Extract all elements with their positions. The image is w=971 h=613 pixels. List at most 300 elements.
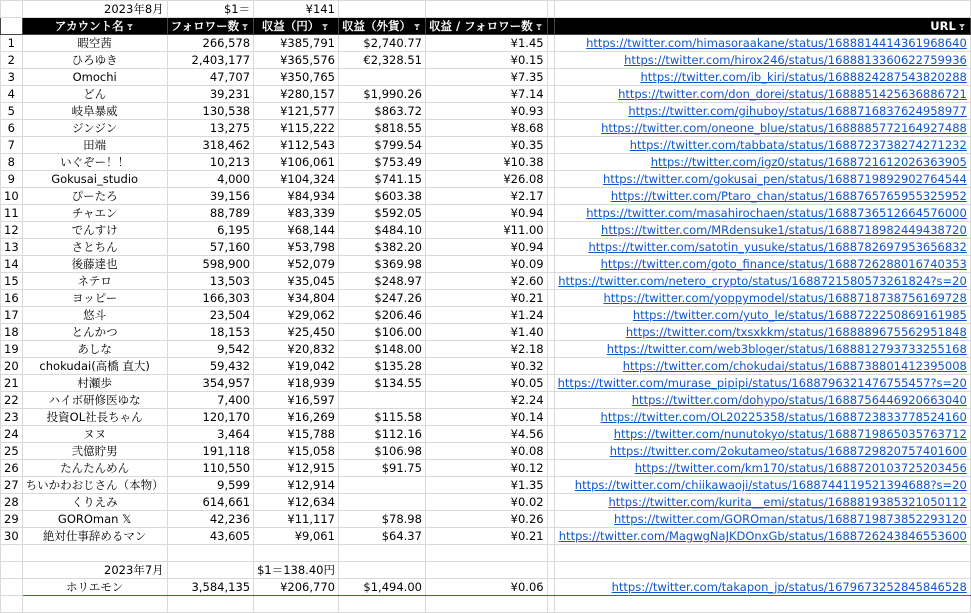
account-name-cell[interactable]: 弐億貯男 — [22, 443, 167, 460]
revenue-fx-cell[interactable]: €2,328.51 — [338, 52, 425, 69]
row-number[interactable] — [1, 579, 23, 596]
followers-cell[interactable]: 9,542 — [167, 341, 253, 358]
row-number[interactable]: 10 — [1, 188, 23, 205]
account-name-cell[interactable]: 田端 — [22, 137, 167, 154]
header-revenue-jpy[interactable] — [254, 18, 339, 35]
url-cell[interactable] — [554, 239, 970, 256]
filter-icon[interactable] — [241, 22, 250, 31]
tweet-link[interactable]: https://twitter.com/masahirochaen/status/1688736512664576000 — [586, 206, 967, 220]
empty-cell[interactable] — [425, 562, 547, 579]
tweet-link[interactable]: https://twitter.com/ib_kiri/status/1688824287543820288 — [640, 70, 967, 84]
account-name-cell[interactable]: いぐぞー！！ — [22, 154, 167, 171]
revenue-fx-cell[interactable]: $753.49 — [338, 154, 425, 171]
account-name-cell[interactable]: ちいかわおじさん（本物） — [22, 477, 167, 494]
row-number[interactable]: 7 — [1, 137, 23, 154]
followers-cell[interactable]: 166,303 — [167, 290, 253, 307]
url-cell[interactable] — [554, 528, 970, 545]
account-name-cell[interactable]: ホリエモン — [22, 579, 167, 596]
account-name-cell[interactable]: ネテロ — [22, 273, 167, 290]
tweet-link[interactable]: https://twitter.com/nunutokyo/status/1688719865035763712 — [613, 427, 967, 441]
empty-cell[interactable] — [22, 596, 167, 613]
revenue-fx-cell[interactable]: $135.28 — [338, 358, 425, 375]
per-follower-cell[interactable]: ¥0.21 — [425, 528, 547, 545]
revenue-fx-cell[interactable]: $863.72 — [338, 103, 425, 120]
row-number[interactable]: 28 — [1, 494, 23, 511]
row-number[interactable]: 15 — [1, 273, 23, 290]
followers-cell[interactable]: 42,236 — [167, 511, 253, 528]
revenue-jpy-cell[interactable]: ¥16,597 — [254, 392, 339, 409]
july-rate-cell[interactable]: $1＝138.40円 — [254, 562, 339, 579]
per-follower-cell[interactable]: ¥0.94 — [425, 239, 547, 256]
empty-cell[interactable] — [425, 596, 547, 613]
revenue-jpy-cell[interactable]: ¥112,543 — [254, 137, 339, 154]
revenue-jpy-cell[interactable]: ¥350,765 — [254, 69, 339, 86]
url-cell[interactable] — [554, 273, 970, 290]
filter-icon[interactable] — [535, 22, 544, 31]
revenue-fx-cell[interactable]: $592.05 — [338, 205, 425, 222]
row-number[interactable]: 1 — [1, 35, 23, 52]
per-follower-cell[interactable]: ¥1.35 — [425, 477, 547, 494]
followers-cell[interactable]: 120,170 — [167, 409, 253, 426]
account-name-cell[interactable]: とんかつ — [22, 324, 167, 341]
empty-cell[interactable] — [554, 545, 970, 562]
empty-cell[interactable] — [547, 392, 554, 409]
url-cell[interactable] — [554, 86, 970, 103]
account-name-cell[interactable]: 悠斗 — [22, 307, 167, 324]
empty-cell[interactable] — [547, 511, 554, 528]
revenue-fx-cell[interactable]: $248.97 — [338, 273, 425, 290]
followers-cell[interactable]: 59,432 — [167, 358, 253, 375]
revenue-jpy-cell[interactable]: ¥115,222 — [254, 120, 339, 137]
header-per-follower[interactable] — [425, 18, 547, 35]
empty-cell[interactable] — [547, 1, 554, 18]
tweet-link[interactable]: https://twitter.com/yoppymodel/status/1688718738756169728 — [603, 291, 967, 305]
per-follower-cell[interactable]: ¥0.93 — [425, 103, 547, 120]
empty-cell[interactable] — [547, 358, 554, 375]
row-number[interactable] — [1, 545, 23, 562]
account-name-cell[interactable]: たんたんめん — [22, 460, 167, 477]
revenue-fx-cell[interactable]: $78.98 — [338, 511, 425, 528]
revenue-fx-cell[interactable]: $206.46 — [338, 307, 425, 324]
followers-cell[interactable]: 3,584,135 — [167, 579, 253, 596]
empty-cell[interactable] — [547, 35, 554, 52]
url-cell[interactable] — [554, 222, 970, 239]
row-number[interactable]: 2 — [1, 52, 23, 69]
empty-cell[interactable] — [547, 579, 554, 596]
account-name-cell[interactable]: さとちん — [22, 239, 167, 256]
empty-cell[interactable] — [547, 341, 554, 358]
empty-cell[interactable] — [254, 545, 339, 562]
account-name-cell[interactable]: 投資OL社長ちゃん — [22, 409, 167, 426]
followers-cell[interactable]: 3,464 — [167, 426, 253, 443]
followers-cell[interactable]: 130,538 — [167, 103, 253, 120]
per-follower-cell[interactable]: ¥0.94 — [425, 205, 547, 222]
revenue-jpy-cell[interactable]: ¥121,577 — [254, 103, 339, 120]
empty-cell[interactable] — [547, 562, 554, 579]
revenue-fx-cell[interactable]: $115.58 — [338, 409, 425, 426]
per-follower-cell[interactable]: ¥0.12 — [425, 460, 547, 477]
revenue-jpy-cell[interactable]: ¥12,634 — [254, 494, 339, 511]
row-number[interactable]: 16 — [1, 290, 23, 307]
empty-cell[interactable] — [338, 562, 425, 579]
revenue-jpy-cell[interactable]: ¥106,061 — [254, 154, 339, 171]
tweet-link[interactable]: https://twitter.com/oneone_blue/status/1688885772164927488 — [601, 121, 967, 135]
tweet-link[interactable]: https://twitter.com/MRdensuke1/status/1688718982449438720 — [601, 223, 967, 237]
empty-cell[interactable] — [547, 477, 554, 494]
account-name-cell[interactable]: chokudai(高橋 直大) — [22, 358, 167, 375]
tweet-link[interactable]: https://twitter.com/goto_finance/status/1688726288016740353 — [600, 257, 967, 271]
tweet-link[interactable]: https://twitter.com/Ptaro_chan/status/1688765765955325952 — [610, 189, 967, 203]
followers-cell[interactable]: 318,462 — [167, 137, 253, 154]
empty-cell[interactable] — [547, 137, 554, 154]
empty-cell[interactable] — [547, 154, 554, 171]
account-name-cell[interactable]: くりえみ — [22, 494, 167, 511]
followers-cell[interactable]: 9,599 — [167, 477, 253, 494]
row-number[interactable]: 3 — [1, 69, 23, 86]
followers-cell[interactable]: 598,900 — [167, 256, 253, 273]
account-name-cell[interactable]: Omochi — [22, 69, 167, 86]
empty-cell[interactable] — [22, 545, 167, 562]
revenue-jpy-cell[interactable]: ¥84,934 — [254, 188, 339, 205]
empty-cell[interactable] — [547, 103, 554, 120]
row-number[interactable]: 9 — [1, 171, 23, 188]
row-number[interactable]: 27 — [1, 477, 23, 494]
empty-cell[interactable] — [547, 528, 554, 545]
account-name-cell[interactable]: ヨッピー — [22, 290, 167, 307]
account-name-cell[interactable]: 後藤達也 — [22, 256, 167, 273]
account-name-cell[interactable]: GOROman 𝕏 — [22, 511, 167, 528]
account-name-cell[interactable]: ひろゆき — [22, 52, 167, 69]
url-cell[interactable] — [554, 35, 970, 52]
revenue-fx-cell[interactable]: $799.54 — [338, 137, 425, 154]
tweet-link[interactable]: https://twitter.com/dohypo/status/1688756446920663040 — [631, 393, 967, 407]
empty-cell[interactable] — [254, 596, 339, 613]
empty-cell[interactable] — [554, 562, 970, 579]
per-follower-cell[interactable]: ¥2.60 — [425, 273, 547, 290]
revenue-fx-cell[interactable] — [338, 392, 425, 409]
per-follower-cell[interactable]: ¥0.02 — [425, 494, 547, 511]
tweet-link[interactable]: https://twitter.com/netero_crypto/status/1688721580573261824?s=20 — [558, 274, 967, 288]
header-revenue-fx[interactable] — [338, 18, 425, 35]
followers-cell[interactable]: 39,231 — [167, 86, 253, 103]
revenue-jpy-cell[interactable]: ¥12,915 — [254, 460, 339, 477]
row-number[interactable] — [1, 562, 23, 579]
revenue-jpy-cell[interactable]: ¥11,117 — [254, 511, 339, 528]
filter-icon[interactable] — [321, 22, 330, 31]
tweet-link[interactable]: https://twitter.com/OL20225358/status/1688723833778524160 — [600, 410, 967, 424]
account-name-cell[interactable]: 岐阜暴威 — [22, 103, 167, 120]
revenue-fx-cell[interactable]: $1,494.00 — [338, 579, 425, 596]
tweet-link[interactable]: https://twitter.com/kurita__emi/status/1688819385321050112 — [608, 495, 967, 509]
account-name-cell[interactable]: 絶対仕事辞めるマン — [22, 528, 167, 545]
revenue-jpy-cell[interactable]: ¥280,157 — [254, 86, 339, 103]
empty-cell[interactable] — [167, 562, 253, 579]
revenue-jpy-cell[interactable]: ¥35,045 — [254, 273, 339, 290]
url-cell[interactable] — [554, 460, 970, 477]
followers-cell[interactable]: 191,118 — [167, 443, 253, 460]
url-cell[interactable] — [554, 494, 970, 511]
followers-cell[interactable]: 23,504 — [167, 307, 253, 324]
tweet-link[interactable]: https://twitter.com/igz0/status/1688721612026363905 — [650, 155, 967, 169]
url-cell[interactable] — [554, 477, 970, 494]
url-cell[interactable] — [554, 511, 970, 528]
row-number[interactable]: 11 — [1, 205, 23, 222]
empty-cell[interactable] — [547, 239, 554, 256]
per-follower-cell[interactable]: ¥0.06 — [425, 579, 547, 596]
filter-icon[interactable] — [958, 22, 967, 31]
empty-cell[interactable] — [425, 1, 547, 18]
revenue-fx-cell[interactable]: $134.55 — [338, 375, 425, 392]
per-follower-cell[interactable]: ¥26.08 — [425, 171, 547, 188]
month-cell[interactable]: 2023年8月 — [22, 1, 167, 18]
header-followers[interactable] — [167, 18, 253, 35]
per-follower-cell[interactable]: ¥7.35 — [425, 69, 547, 86]
row-number[interactable]: 5 — [1, 103, 23, 120]
per-follower-cell[interactable]: ¥1.24 — [425, 307, 547, 324]
revenue-fx-cell[interactable]: $741.15 — [338, 171, 425, 188]
row-number[interactable]: 21 — [1, 375, 23, 392]
followers-cell[interactable]: 6,195 — [167, 222, 253, 239]
tweet-link[interactable]: https://twitter.com/gokusai_pen/status/1688719892902764544 — [602, 172, 967, 186]
revenue-jpy-cell[interactable]: ¥83,339 — [254, 205, 339, 222]
empty-cell[interactable] — [547, 86, 554, 103]
revenue-fx-cell[interactable]: $382.20 — [338, 239, 425, 256]
empty-cell[interactable] — [547, 460, 554, 477]
row-number[interactable]: 20 — [1, 358, 23, 375]
revenue-fx-cell[interactable]: $64.37 — [338, 528, 425, 545]
row-number[interactable]: 6 — [1, 120, 23, 137]
followers-cell[interactable]: 39,156 — [167, 188, 253, 205]
row-number[interactable]: 17 — [1, 307, 23, 324]
revenue-jpy-cell[interactable]: ¥104,324 — [254, 171, 339, 188]
empty-cell[interactable] — [547, 52, 554, 69]
rate-label-cell[interactable]: $1＝ — [167, 1, 253, 18]
empty-cell[interactable] — [167, 596, 253, 613]
revenue-jpy-cell[interactable]: ¥18,939 — [254, 375, 339, 392]
per-follower-cell[interactable]: ¥0.26 — [425, 511, 547, 528]
revenue-jpy-cell[interactable]: ¥365,576 — [254, 52, 339, 69]
per-follower-cell[interactable]: ¥0.14 — [425, 409, 547, 426]
empty-cell[interactable] — [547, 171, 554, 188]
url-cell[interactable] — [554, 290, 970, 307]
per-follower-cell[interactable]: ¥0.32 — [425, 358, 547, 375]
header-url[interactable] — [554, 18, 970, 35]
followers-cell[interactable]: 4,000 — [167, 171, 253, 188]
revenue-jpy-cell[interactable]: ¥53,798 — [254, 239, 339, 256]
row-number[interactable]: 25 — [1, 443, 23, 460]
empty-cell[interactable] — [547, 290, 554, 307]
url-cell[interactable] — [554, 103, 970, 120]
revenue-fx-cell[interactable]: $484.10 — [338, 222, 425, 239]
per-follower-cell[interactable]: ¥1.40 — [425, 324, 547, 341]
url-cell[interactable] — [554, 579, 970, 596]
tweet-link[interactable]: https://twitter.com/GOROman/status/1688719873852293120 — [613, 512, 967, 526]
per-follower-cell[interactable]: ¥11.00 — [425, 222, 547, 239]
per-follower-cell[interactable]: ¥2.17 — [425, 188, 547, 205]
followers-cell[interactable]: 47,707 — [167, 69, 253, 86]
empty-cell[interactable] — [167, 545, 253, 562]
tweet-link[interactable]: https://twitter.com/chiikawaoji/status/1688744119521394688?s=20 — [574, 478, 967, 492]
account-name-cell[interactable]: ヌヌ — [22, 426, 167, 443]
empty-cell[interactable] — [547, 256, 554, 273]
row-number[interactable] — [1, 1, 23, 18]
empty-cell[interactable] — [547, 222, 554, 239]
tweet-link[interactable]: https://twitter.com/takapon_jp/status/1679673252845846528 — [611, 580, 967, 594]
account-name-cell[interactable]: ジンジン — [22, 120, 167, 137]
url-cell[interactable] — [554, 443, 970, 460]
per-follower-cell[interactable]: ¥2.18 — [425, 341, 547, 358]
url-cell[interactable] — [554, 426, 970, 443]
tweet-link[interactable]: https://twitter.com/web3bloger/status/1688812793733255168 — [606, 342, 967, 356]
followers-cell[interactable]: 10,213 — [167, 154, 253, 171]
revenue-fx-cell[interactable]: $148.00 — [338, 341, 425, 358]
tweet-link[interactable]: https://twitter.com/don_dorei/status/1688851425636886721 — [618, 87, 967, 101]
revenue-fx-cell[interactable] — [338, 69, 425, 86]
empty-cell[interactable] — [547, 545, 554, 562]
account-name-cell[interactable]: あしな — [22, 341, 167, 358]
followers-cell[interactable]: 43,605 — [167, 528, 253, 545]
revenue-fx-cell[interactable]: $818.55 — [338, 120, 425, 137]
followers-cell[interactable]: 18,153 — [167, 324, 253, 341]
per-follower-cell[interactable]: ¥0.08 — [425, 443, 547, 460]
followers-cell[interactable]: 88,789 — [167, 205, 253, 222]
followers-cell[interactable]: 2,403,177 — [167, 52, 253, 69]
url-cell[interactable] — [554, 171, 970, 188]
empty-cell[interactable] — [547, 409, 554, 426]
per-follower-cell[interactable]: ¥0.21 — [425, 290, 547, 307]
revenue-fx-cell[interactable]: $106.00 — [338, 324, 425, 341]
row-number[interactable]: 18 — [1, 324, 23, 341]
revenue-fx-cell[interactable]: $112.16 — [338, 426, 425, 443]
revenue-fx-cell[interactable]: $106.98 — [338, 443, 425, 460]
row-number[interactable]: 22 — [1, 392, 23, 409]
url-cell[interactable] — [554, 307, 970, 324]
revenue-jpy-cell[interactable]: ¥19,042 — [254, 358, 339, 375]
revenue-jpy-cell[interactable]: ¥385,791 — [254, 35, 339, 52]
empty-cell[interactable] — [547, 120, 554, 137]
per-follower-cell[interactable]: ¥2.24 — [425, 392, 547, 409]
row-number[interactable] — [1, 18, 23, 35]
account-name-cell[interactable]: ハイボ研修医ゆな — [22, 392, 167, 409]
url-cell[interactable] — [554, 120, 970, 137]
empty-cell[interactable] — [547, 494, 554, 511]
row-number[interactable]: 23 — [1, 409, 23, 426]
tweet-link[interactable]: https://twitter.com/hirox246/status/1688813360622759936 — [624, 53, 967, 67]
account-name-cell[interactable]: チャエン — [22, 205, 167, 222]
tweet-link[interactable]: https://twitter.com/gihuboy/status/1688716837624958977 — [628, 104, 967, 118]
tweet-link[interactable]: https://twitter.com/km170/status/1688720103725203456 — [634, 461, 967, 475]
empty-cell[interactable] — [547, 307, 554, 324]
followers-cell[interactable]: 7,400 — [167, 392, 253, 409]
empty-cell[interactable] — [547, 426, 554, 443]
empty-cell[interactable] — [547, 69, 554, 86]
per-follower-cell[interactable]: ¥1.45 — [425, 35, 547, 52]
empty-cell[interactable] — [547, 375, 554, 392]
revenue-jpy-cell[interactable]: ¥12,914 — [254, 477, 339, 494]
row-number[interactable] — [1, 596, 23, 613]
tweet-link[interactable]: https://twitter.com/2okutameo/status/1688729820757401600 — [609, 444, 967, 458]
account-name-cell[interactable]: 村瀬歩 — [22, 375, 167, 392]
tweet-link[interactable]: https://twitter.com/satotin_yusuke/status/1688782697953656832 — [588, 240, 967, 254]
empty-cell[interactable] — [547, 188, 554, 205]
url-cell[interactable] — [554, 52, 970, 69]
url-cell[interactable] — [554, 256, 970, 273]
account-name-cell[interactable]: でんすけ — [22, 222, 167, 239]
filter-icon[interactable] — [126, 22, 135, 31]
revenue-jpy-cell[interactable]: ¥15,058 — [254, 443, 339, 460]
tweet-link[interactable]: https://twitter.com/yuto_le/status/1688722250869161985 — [632, 308, 967, 322]
row-number[interactable]: 14 — [1, 256, 23, 273]
account-name-cell[interactable]: どん — [22, 86, 167, 103]
revenue-jpy-cell[interactable]: ¥29,062 — [254, 307, 339, 324]
empty-cell[interactable] — [547, 324, 554, 341]
july-month-cell[interactable]: 2023年7月 — [22, 562, 167, 579]
revenue-jpy-cell[interactable]: ¥15,788 — [254, 426, 339, 443]
account-name-cell[interactable]: ぴーたろ — [22, 188, 167, 205]
url-cell[interactable] — [554, 188, 970, 205]
tweet-link[interactable]: https://twitter.com/MagwgNaJKDOnxGb/status/1688726243846553600 — [558, 529, 967, 543]
revenue-jpy-cell[interactable]: ¥9,061 — [254, 528, 339, 545]
followers-cell[interactable]: 266,578 — [167, 35, 253, 52]
tweet-link[interactable]: https://twitter.com/himasoraakane/status/1688814414361968640 — [586, 36, 967, 50]
filter-icon[interactable] — [413, 22, 422, 31]
rate-value-cell[interactable]: ¥141 — [254, 1, 339, 18]
revenue-fx-cell[interactable] — [338, 494, 425, 511]
row-number[interactable]: 26 — [1, 460, 23, 477]
account-name-cell[interactable]: 暇空茜 — [22, 35, 167, 52]
empty-cell[interactable] — [547, 596, 554, 613]
url-cell[interactable] — [554, 154, 970, 171]
row-number[interactable]: 19 — [1, 341, 23, 358]
followers-cell[interactable]: 354,957 — [167, 375, 253, 392]
empty-cell[interactable] — [425, 545, 547, 562]
row-number[interactable]: 29 — [1, 511, 23, 528]
row-number[interactable]: 12 — [1, 222, 23, 239]
per-follower-cell[interactable]: ¥4.56 — [425, 426, 547, 443]
revenue-fx-cell[interactable]: $247.26 — [338, 290, 425, 307]
account-name-cell[interactable]: Gokusai_studio — [22, 171, 167, 188]
followers-cell[interactable]: 57,160 — [167, 239, 253, 256]
revenue-jpy-cell[interactable]: ¥34,804 — [254, 290, 339, 307]
followers-cell[interactable]: 110,550 — [167, 460, 253, 477]
header-account[interactable] — [22, 18, 167, 35]
revenue-fx-cell[interactable] — [338, 477, 425, 494]
per-follower-cell[interactable]: ¥8.68 — [425, 120, 547, 137]
row-number[interactable]: 8 — [1, 154, 23, 171]
revenue-jpy-cell[interactable]: ¥25,450 — [254, 324, 339, 341]
per-follower-cell[interactable]: ¥10.38 — [425, 154, 547, 171]
url-cell[interactable] — [554, 409, 970, 426]
tweet-link[interactable]: https://twitter.com/txsxkkm/status/1688889675562951848 — [625, 325, 967, 339]
empty-cell[interactable] — [338, 545, 425, 562]
empty-cell[interactable] — [338, 596, 425, 613]
tweet-link[interactable]: https://twitter.com/tabbata/status/1688723738274271232 — [629, 138, 967, 152]
per-follower-cell[interactable]: ¥0.35 — [425, 137, 547, 154]
url-cell[interactable] — [554, 341, 970, 358]
url-cell[interactable] — [554, 137, 970, 154]
revenue-fx-cell[interactable]: $369.98 — [338, 256, 425, 273]
revenue-fx-cell[interactable]: $2,740.77 — [338, 35, 425, 52]
empty-cell[interactable] — [554, 596, 970, 613]
row-number[interactable]: 30 — [1, 528, 23, 545]
empty-cell[interactable] — [547, 273, 554, 290]
row-number[interactable]: 13 — [1, 239, 23, 256]
revenue-jpy-cell[interactable]: ¥52,079 — [254, 256, 339, 273]
url-cell[interactable] — [554, 375, 970, 392]
followers-cell[interactable]: 13,275 — [167, 120, 253, 137]
revenue-fx-cell[interactable]: $603.38 — [338, 188, 425, 205]
revenue-jpy-cell[interactable]: ¥16,269 — [254, 409, 339, 426]
